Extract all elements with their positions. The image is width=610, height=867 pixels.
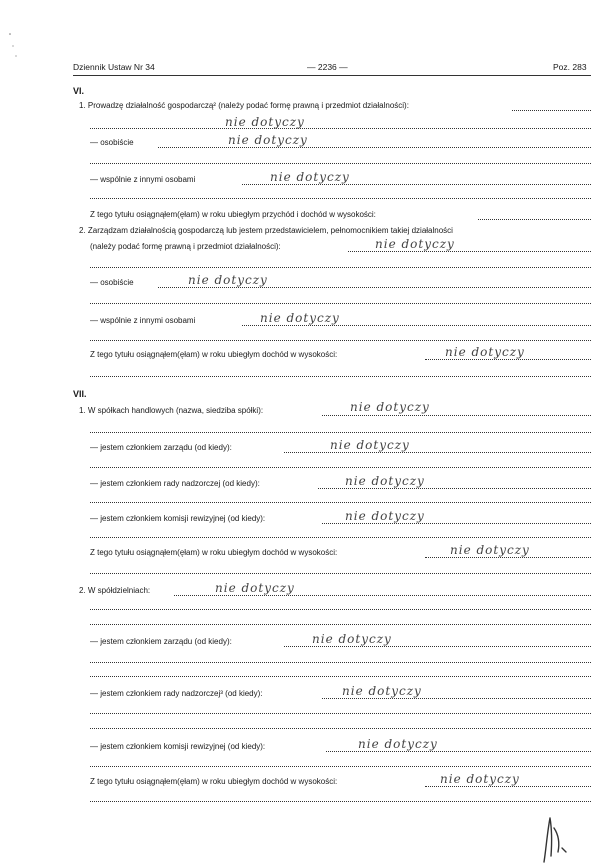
vi-q2-income-line2 — [90, 376, 591, 377]
vii-q1-supervisory-answer: nie dotyczy — [345, 474, 425, 488]
vi-q2-income-answer: nie dotyczy — [445, 345, 525, 359]
vii-q2-supervisory-line[interactable] — [322, 698, 591, 699]
vii-q2-income-line[interactable] — [425, 786, 591, 787]
vii-q1-income-answer: nie dotyczy — [450, 543, 530, 557]
vi-q2-income-text: Z tego tytułu osiągnąłem(ęłam) w roku ubiegłym dochód w wysokości: — [90, 350, 338, 359]
vii-q1-supervisory-line2 — [90, 502, 591, 503]
vi-q1-personally-answer: nie dotyczy — [228, 133, 308, 147]
vii-q1-answer-line[interactable] — [322, 415, 591, 416]
vii-q1-board-line[interactable] — [284, 452, 591, 453]
vi-q2-jointly-line2 — [90, 340, 591, 341]
vii-q2-answer-line[interactable] — [174, 595, 591, 596]
vii-q1-audit-line[interactable] — [322, 523, 591, 524]
vi-q2-personally-line[interactable] — [158, 287, 591, 288]
vii-q2-audit-line[interactable] — [326, 751, 591, 752]
vi-q2-jointly-answer: nie dotyczy — [260, 311, 340, 325]
vii-q1-audit-label: — jestem członkiem komisji rewizyjnej (od kiedy): — [90, 514, 266, 523]
vi-q1-income-line[interactable] — [478, 219, 591, 220]
vi-q1-answer-line[interactable] — [90, 128, 591, 129]
vii-q2-supervisory-answer: nie dotyczy — [342, 684, 422, 698]
vi-q1-personally-line2 — [90, 163, 591, 164]
vii-q2-supervisory-line3 — [90, 728, 591, 729]
vii-q2-board-answer: nie dotyczy — [312, 632, 392, 646]
scan-speck — [6, 30, 20, 60]
vii-q1-text: 1. W spółkach handlowych (nazwa, siedziba spółki): — [79, 406, 264, 415]
vii-q1-audit-line2 — [90, 537, 591, 538]
vi-q2-income-line[interactable] — [425, 359, 591, 360]
vii-q1-income-line[interactable] — [425, 557, 591, 558]
vii-q2-supervisory-label: — jestem członkiem rady nadzorczej³ (od kiedy): — [90, 689, 263, 698]
vi-q1-dots-inline — [512, 110, 591, 111]
vi-q2-answer-line[interactable] — [348, 251, 591, 252]
vii-q2-board-line3 — [90, 676, 591, 677]
vi-q2-personally-answer: nie dotyczy — [188, 273, 268, 287]
vi-q1-personally-label: — osobiście — [90, 138, 134, 147]
vii-q2-board-label: — jestem członkiem zarządu (od kiedy): — [90, 637, 232, 646]
vi-q2-answer-line2 — [90, 267, 591, 268]
position-number: Poz. 283 — [553, 62, 587, 72]
vii-q2-audit-label: — jestem członkiem komisji rewizyjnej (od kiedy): — [90, 742, 266, 751]
vi-q1-jointly-label: — wspólnie z innymi osobami — [90, 175, 196, 184]
vi-q2-personally-line2 — [90, 303, 591, 304]
vi-q1-jointly-line2 — [90, 198, 591, 199]
vii-q1-board-answer: nie dotyczy — [330, 438, 410, 452]
vi-q2-text-line2: (należy podać formę prawną i przedmiot działalności): — [90, 242, 281, 251]
vi-q2-personally-label: — osobiście — [90, 278, 134, 287]
header-rule — [73, 75, 591, 76]
vii-q2-answer-line3 — [90, 624, 591, 625]
page-number: — 2236 — — [307, 62, 348, 72]
vii-q2-income-line2 — [90, 801, 591, 802]
section-vi-title: VI. — [73, 86, 85, 96]
vii-q1-board-line2 — [90, 467, 591, 468]
vii-q1-answer-line2 — [90, 432, 591, 433]
vii-q1-board-label: — jestem członkiem zarządu (od kiedy): — [90, 443, 232, 452]
vii-q2-answer: nie dotyczy — [215, 581, 295, 595]
section-vii-title: VII. — [73, 389, 87, 399]
vii-q1-answer: nie dotyczy — [350, 400, 430, 414]
vii-q2-audit-answer: nie dotyczy — [358, 737, 438, 751]
vi-q1-personally-line[interactable] — [158, 147, 591, 148]
vii-q2-text: 2. W spółdzielniach: — [79, 586, 151, 595]
vi-q1-answer: nie dotyczy — [225, 115, 305, 129]
vi-q1-jointly-answer: nie dotyczy — [270, 170, 350, 184]
vii-q1-audit-answer: nie dotyczy — [345, 509, 425, 523]
vi-q2-answer: nie dotyczy — [375, 237, 455, 251]
vi-q1-income-text: Z tego tytułu osiągnąłem(ęłam) w roku ubiegłym przychód i dochód w wysokości: — [90, 210, 376, 219]
vii-q2-audit-line2 — [90, 766, 591, 767]
vii-q1-supervisory-label: — jestem członkiem rady nadzorczej (od kiedy): — [90, 479, 260, 488]
vii-q2-supervisory-line2 — [90, 713, 591, 714]
vii-q1-income-text: Z tego tytułu osiągnąłem(ęłam) w roku ubiegłym dochód w wysokości: — [90, 548, 338, 557]
vi-q2-jointly-line[interactable] — [242, 325, 591, 326]
vii-q2-answer-line2 — [90, 609, 591, 610]
vii-q2-board-line2 — [90, 662, 591, 663]
vii-q2-board-line[interactable] — [284, 646, 591, 647]
vii-q2-income-answer: nie dotyczy — [440, 772, 520, 786]
journal-title: Dziennik Ustaw Nr 34 — [73, 62, 155, 72]
signature-initials — [536, 812, 576, 864]
vii-q1-income-line2 — [90, 573, 591, 574]
vii-q2-income-text: Z tego tytułu osiągnąłem(ęłam) w roku ubiegłym dochód w wysokości: — [90, 777, 338, 786]
vi-q1-text: 1. Prowadzę działalność gospodarczą² (należy podać formę prawną i przedmiot działalności): — [79, 101, 409, 110]
vi-q1-jointly-line[interactable] — [242, 184, 591, 185]
vii-q1-supervisory-line[interactable] — [318, 488, 591, 489]
vi-q2-text-line1: 2. Zarządzam działalnością gospodarczą lub jestem przedstawicielem, pełnomocnikiem takiej działalności — [79, 226, 453, 235]
vi-q2-jointly-label: — wspólnie z innymi osobami — [90, 316, 196, 325]
